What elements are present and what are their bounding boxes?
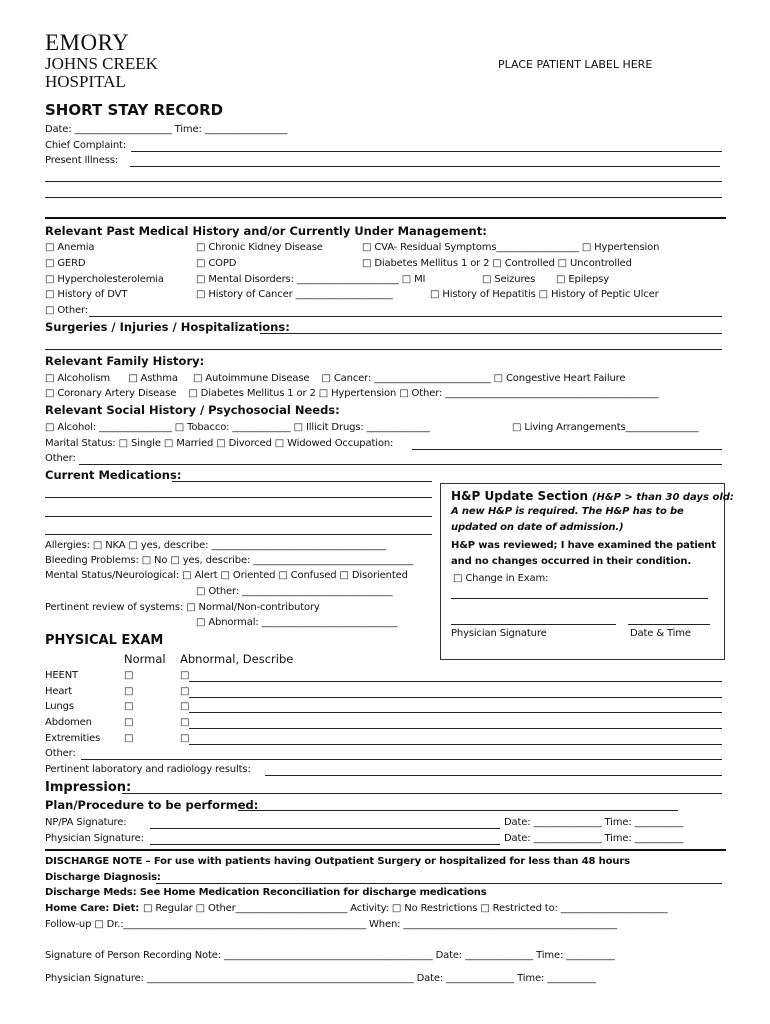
exam-lungs-abnormal-checkbox[interactable]: □ <box>180 701 190 712</box>
exam-heent-label: HEENT <box>45 670 78 681</box>
exam-heart-label: Heart <box>45 686 73 697</box>
discharge-divider <box>45 849 726 851</box>
brand-hospital: HOSPITAL <box>45 72 126 91</box>
section-divider <box>45 217 726 219</box>
medications-field-4[interactable] <box>45 534 432 535</box>
np-pa-signature-field[interactable] <box>150 828 500 829</box>
social-history-heading: Relevant Social History / Psychosocial Needs: <box>45 403 340 417</box>
mental-status-other[interactable]: □ Other: _______________________________ <box>196 586 393 597</box>
exam-abdomen-label: Abdomen <box>45 717 92 728</box>
surgeries-heading: Surgeries / Injuries / Hospitalizations: <box>45 320 290 334</box>
marital-status[interactable]: Marital Status: □ Single □ Married □ Divorced □ Widowed Occupation: <box>45 438 394 449</box>
hp-change-in-exam[interactable]: □ Change in Exam: <box>453 573 549 584</box>
physical-exam-heading: PHYSICAL EXAM <box>45 633 164 648</box>
discharge-meds: Discharge Meds: See Home Medication Reconciliation for discharge medications <box>45 887 487 898</box>
present-illness-label: Present Illness: <box>45 155 119 166</box>
medications-heading: Current Medications: <box>45 468 182 482</box>
brand-emory: EMORY <box>45 30 130 55</box>
discharge-physician-signature[interactable]: Physician Signature: _______________________________________________________ Date: ______________ Time: __________ <box>45 973 596 984</box>
physician-signature-field[interactable] <box>150 844 500 845</box>
hp-date-time-label: Date & Time <box>630 628 691 639</box>
review-of-systems-abnormal[interactable]: □ Abnormal: ____________________________ <box>196 617 398 628</box>
exam-abnormal-column: Abnormal, Describe <box>180 652 294 666</box>
hp-physician-signature-label: Physician Signature <box>451 628 547 639</box>
exam-other-field[interactable] <box>81 759 722 760</box>
physician-signature-label: Physician Signature: <box>45 833 144 844</box>
exam-abdomen-field[interactable] <box>189 728 722 729</box>
exam-abdomen-abnormal-checkbox[interactable]: □ <box>180 717 190 728</box>
exam-extremities-abnormal-checkbox[interactable]: □ <box>180 733 190 744</box>
medications-field-3[interactable] <box>45 516 432 517</box>
pmh-other-field[interactable] <box>89 316 722 317</box>
exam-heent-abnormal-checkbox[interactable]: □ <box>180 670 190 681</box>
social-other-label: Other: <box>45 453 76 464</box>
hp-date-time-line[interactable] <box>628 624 710 625</box>
family-history-row-1[interactable]: □ Alcoholism □ Asthma □ Autoimmune Disease □ Cancer: ________________________ □ Congestive Heart Failure <box>45 373 626 384</box>
hp-physician-signature-line[interactable] <box>451 624 616 625</box>
exam-abdomen-normal-checkbox[interactable]: □ <box>124 717 134 728</box>
present-illness-line-3[interactable] <box>45 197 722 198</box>
pmh-gerd[interactable]: □ GERD <box>45 258 86 269</box>
present-illness-field[interactable] <box>130 166 720 167</box>
pmh-dvt[interactable]: □ History of DVT <box>45 289 128 300</box>
surgeries-field-2[interactable] <box>45 349 722 350</box>
pmh-diabetes[interactable]: □ Diabetes Mellitus 1 or 2 □ Controlled □ Uncontrolled <box>362 258 632 269</box>
occupation-field[interactable] <box>412 449 722 450</box>
chief-complaint-label: Chief Complaint: <box>45 140 127 151</box>
social-living-arrangements[interactable]: □ Living Arrangements_______________ <box>512 422 699 433</box>
review-of-systems[interactable]: Pertinent review of systems: □ Normal/Non-contributory <box>45 602 320 613</box>
plan-field[interactable] <box>238 810 678 811</box>
pmh-history-of-cancer[interactable]: □ History of Cancer ____________________ <box>196 289 393 300</box>
lab-radiology-field[interactable] <box>265 775 722 776</box>
exam-heent-normal-checkbox[interactable]: □ <box>124 670 134 681</box>
social-other-field[interactable] <box>79 464 722 465</box>
pmh-heading: Relevant Past Medical History and/or Currently Under Management: <box>45 224 487 238</box>
pmh-seizures[interactable]: □ Seizures <box>482 274 536 285</box>
pmh-anemia[interactable]: □ Anemia <box>45 242 95 253</box>
exam-heart-normal-checkbox[interactable]: □ <box>124 686 134 697</box>
home-care-options[interactable]: □ Regular □ Other_______________________ Activity: □ No Restrictions □ Restricted to: ______________________ <box>143 903 668 914</box>
exam-heart-abnormal-checkbox[interactable]: □ <box>180 686 190 697</box>
impression-field[interactable] <box>122 793 722 794</box>
hp-update-line-3: updated on date of admission.) <box>451 522 624 533</box>
surgeries-field[interactable] <box>260 333 722 334</box>
date-time-field[interactable]: Date: ____________________ Time: _________________ <box>45 124 288 135</box>
medications-field-1[interactable] <box>172 481 432 482</box>
discharge-diagnosis-label: Discharge Diagnosis: <box>45 872 161 883</box>
discharge-diagnosis-field[interactable] <box>156 883 722 884</box>
hp-change-field[interactable] <box>451 598 708 599</box>
plan-heading: Plan/Procedure to be performed: <box>45 798 259 812</box>
pmh-epilepsy[interactable]: □ Epilepsy <box>556 274 609 285</box>
np-pa-signature-label: NP/PA Signature: <box>45 817 127 828</box>
social-alcohol-tobacco-drugs[interactable]: □ Alcohol: _______________ □ Tobacco: ____________ □ Illicit Drugs: _____________ <box>45 422 430 433</box>
discharge-note-heading: DISCHARGE NOTE – For use with patients having Outpatient Surgery or hospitalized for less than 48 hours <box>45 856 630 867</box>
physician-date-time[interactable]: Date: ______________ Time: __________ <box>504 833 684 844</box>
medications-field-2[interactable] <box>45 497 432 498</box>
hp-update-title-note: (H&P > than 30 days old: <box>591 492 734 503</box>
hp-update-title-text: H&P Update Section <box>451 489 589 503</box>
lab-radiology-label: Pertinent laboratory and radiology results: <box>45 764 251 775</box>
follow-up-field[interactable]: Follow-up □ Dr.:__________________________________________________ When: ____________________________________________ <box>45 919 617 930</box>
pmh-mental-disorders[interactable]: □ Mental Disorders: _____________________ □ MI <box>196 274 426 285</box>
family-history-row-2[interactable]: □ Coronary Artery Disease □ Diabetes Mellitus 1 or 2 □ Hypertension □ Other: ____________________________________________ <box>45 388 659 399</box>
exam-extremities-field[interactable] <box>189 744 722 745</box>
pmh-copd[interactable]: □ COPD <box>196 258 237 269</box>
page-title: SHORT STAY RECORD <box>45 101 224 119</box>
bleeding-problems-field[interactable]: Bleeding Problems: □ No □ yes, describe: _________________________________ <box>45 555 414 566</box>
patient-label-area: PLACE PATIENT LABEL HERE <box>498 58 653 71</box>
recording-note-signature[interactable]: Signature of Person Recording Note: ___________________________________________ Date: ______________ Time: __________ <box>45 950 615 961</box>
np-pa-date-time[interactable]: Date: ______________ Time: __________ <box>504 817 684 828</box>
pmh-ckd[interactable]: □ Chronic Kidney Disease <box>196 242 323 253</box>
exam-extremities-normal-checkbox[interactable]: □ <box>124 733 134 744</box>
pmh-cva[interactable]: □ CVA- Residual Symptoms_________________ □ Hypertension <box>362 242 660 253</box>
pmh-hepatitis-ulcer[interactable]: □ History of Hepatitis □ History of Peptic Ulcer <box>430 289 659 300</box>
pmh-hypercholesterolemia[interactable]: □ Hypercholesterolemia <box>45 274 164 285</box>
exam-lungs-label: Lungs <box>45 701 74 712</box>
allergies-field[interactable]: Allergies: □ NKA □ yes, describe: ____________________________________ <box>45 540 386 551</box>
exam-extremities-label: Extremities <box>45 733 101 744</box>
exam-lungs-field[interactable] <box>189 712 722 713</box>
chief-complaint-field[interactable] <box>131 151 722 152</box>
exam-heart-field[interactable] <box>189 697 722 698</box>
present-illness-line-2[interactable] <box>45 181 722 182</box>
exam-other-label: Other: <box>45 748 76 759</box>
hp-update-line-2: A new H&P is required. The H&P has to be <box>451 506 684 517</box>
exam-normal-column: Normal <box>124 652 166 666</box>
impression-heading: Impression: <box>45 780 132 795</box>
family-history-heading: Relevant Family History: <box>45 354 205 368</box>
pmh-other-label[interactable]: □ Other: <box>45 305 89 316</box>
exam-lungs-normal-checkbox[interactable]: □ <box>124 701 134 712</box>
hp-reviewed-statement: H&P was reviewed; I have examined the patient <box>451 540 716 551</box>
hp-no-changes-statement: and no changes occurred in their condition. <box>451 556 691 567</box>
hp-update-title <box>451 489 734 503</box>
mental-status-field[interactable]: Mental Status/Neurological: □ Alert □ Oriented □ Confused □ Disoriented <box>45 570 408 581</box>
home-care-label: Home Care: Diet: <box>45 903 140 914</box>
brand-johns-creek: JOHNS CREEK <box>45 54 158 73</box>
exam-heent-field[interactable] <box>189 681 722 682</box>
